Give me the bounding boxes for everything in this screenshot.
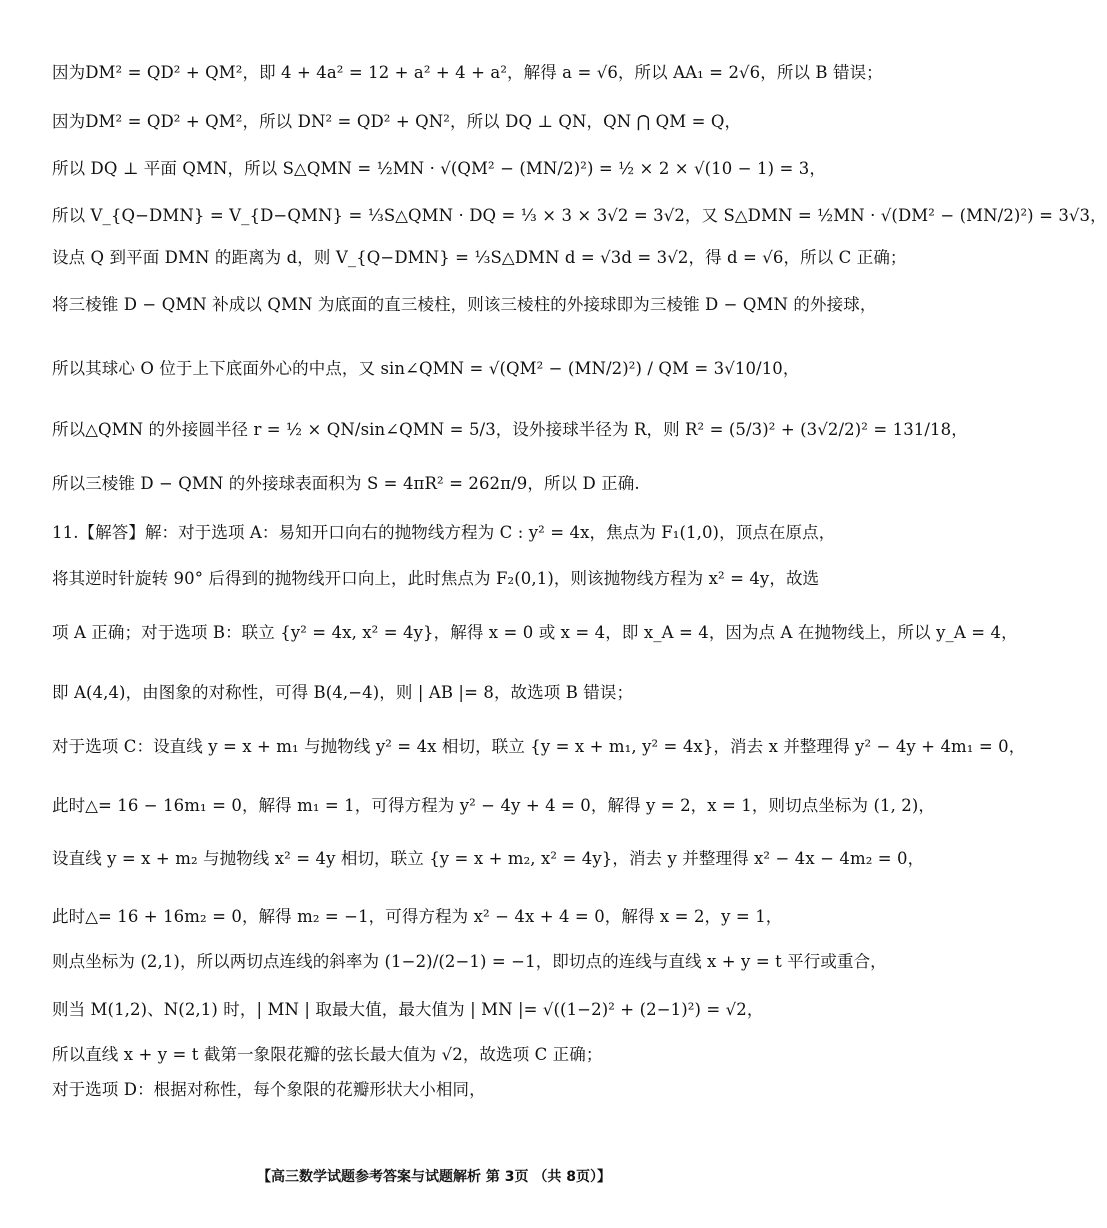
text-line: 将三棱锥 D − QMN 补成以 QMN 为底面的直三棱柱，则该三棱柱的外接球即为三棱锥 D − QMN 的外接球，: [52, 295, 877, 314]
text-line: 所以三棱锥 D − QMN 的外接球表面积为 S = 4πR² = 262π/9，所以 D 正确.: [52, 474, 640, 493]
text-line: 则当 M(1,2)、N(2,1) 时，| MN | 取最大值，最大值为 | MN |= √((1−2)² + (2−1)²) = √2，: [52, 1000, 764, 1019]
text-line: 11.【解答】解：对于选项 A：易知开口向右的抛物线方程为 C : y² = 4x，焦点为 F₁(1,0)，顶点在原点，: [52, 523, 836, 542]
text-line: 所以其球心 O 位于上下底面外心的中点，又 sin∠QMN = √(QM² − (MN/2)²) / QM = 3√10/10，: [52, 359, 800, 378]
text-line: 项 A 正确；对于选项 B：联立 {y² = 4x, x² = 4y}，解得 x = 0 或 x = 4，即 x_A = 4，因为点 A 在抛物线上，所以 y_A = 4，: [52, 623, 1018, 642]
text-line: 对于选项 C：设直线 y = x + m₁ 与抛物线 y² = 4x 相切，联立 {y = x + m₁, y² = 4x}，消去 x 并整理得 y² − 4y + 4m₁ = 0，: [52, 737, 1026, 756]
text-line: 即 A(4,4)，由图象的对称性，可得 B(4,−4)，则 | AB |= 8，故选项 B 错误；: [52, 683, 634, 702]
text-line: 则点坐标为 (2,1)，所以两切点连线的斜率为 (1−2)/(2−1) = −1，即切点的连线与直线 x + y = t 平行或重合，: [52, 952, 887, 971]
page-footer: 【高三数学试题参考答案与试题解析 第 3页 （共 8页）】: [257, 1169, 611, 1185]
text-line: 因为DM² = QD² + QM²，即 4 + 4a² = 12 + a² + 4 + a²，解得 a = √6，所以 AA₁ = 2√6，所以 B 错误；: [52, 63, 883, 82]
text-line: 设直线 y = x + m₂ 与抛物线 x² = 4y 相切，联立 {y = x + m₂, x² = 4y}，消去 y 并整理得 x² − 4x − 4m₂ = 0，: [52, 849, 925, 868]
text-line: 所以 DQ ⊥ 平面 QMN，所以 S△QMN = ½MN · √(QM² − (MN/2)²) = ½ × 2 × √(10 − 1) = 3，: [52, 159, 826, 178]
text-line: 对于选项 D：根据对称性，每个象限的花瓣形状大小相同，: [52, 1080, 486, 1099]
text-line: 所以△QMN 的外接圆半径 r = ½ × QN/sin∠QMN = 5/3，设外接球半径为 R，则 R² = (5/3)² + (3√2/2)² = 131/18，: [52, 420, 968, 439]
text-line: 所以直线 x + y = t 截第一象限花瓣的弦长最大值为 √2，故选项 C 正确；: [52, 1045, 603, 1064]
text-line: 将其逆时针旋转 90° 后得到的抛物线开口向上，此时焦点为 F₂(0,1)，则该抛物线方程为 x² = 4y，故选: [52, 569, 820, 588]
text-line: 此时△= 16 − 16m₁ = 0，解得 m₁ = 1，可得方程为 y² − 4y + 4 = 0，解得 y = 2，x = 1，则切点坐标为 (1, 2)，: [52, 796, 935, 815]
text-line: 因为DM² = QD² + QM²，所以 DN² = QD² + QN²，所以 DQ ⊥ QN，QN ⋂ QM = Q，: [52, 112, 742, 131]
text-line: 设点 Q 到平面 DMN 的距离为 d，则 V_{Q−DMN} = ⅓S△DMN d = √3d = 3√2，得 d = √6，所以 C 正确；: [52, 248, 907, 267]
text-line: 此时△= 16 + 16m₂ = 0，解得 m₂ = −1，可得方程为 x² − 4x + 4 = 0，解得 x = 2，y = 1，: [52, 907, 783, 926]
text-line: 所以 V_{Q−DMN} = V_{D−QMN} = ⅓S△QMN · DQ = ⅓ × 3 × 3√2 = 3√2，又 S△DMN = ½MN · √(DM² − (MN/2)²) = 3√3，: [52, 206, 1107, 225]
